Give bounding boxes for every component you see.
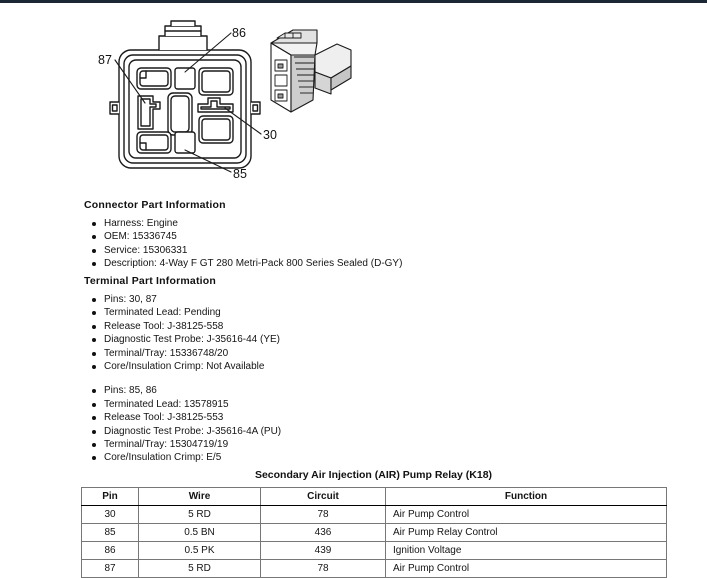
cell-function: Air Pump Control [386,560,667,578]
cell-pin: 30 [82,506,139,524]
list-item: Core/Insulation Crimp: E/5 [84,451,604,464]
connector-top-tab [159,21,207,50]
connector-part-information-heading: Connector Part Information [84,199,226,211]
column-header-function: Function [386,488,667,506]
cell-wire: 5 RD [139,560,261,578]
document-page [0,3,707,575]
table-header-row [82,488,667,506]
connector-part-information-list [84,217,604,271]
cavity-bottom-left [137,132,171,153]
cell-pin: 87 [82,560,139,578]
cavity-center-slot [168,93,192,135]
cell-wire: 0.5 PK [139,542,261,560]
list-item: Release Tool: J-38125-558 [84,320,604,333]
connector-diagram [85,8,375,188]
cavity-86 [175,68,195,89]
callout-85-label: 85 [233,167,247,181]
callout-86-label: 86 [232,26,246,40]
terminal-group-1-list [84,293,604,373]
cell-circuit: 78 [261,506,386,524]
cell-circuit: 439 [261,542,386,560]
connector-part-information-section [84,199,604,271]
cell-function: Air Pump Relay Control [386,524,667,542]
cell-wire: 0.5 BN [139,524,261,542]
cavity-top-left [137,68,171,89]
cell-function: Air Pump Control [386,506,667,524]
terminal-part-information-section [84,275,604,465]
column-header-pin: Pin [82,488,139,506]
list-item: Core/Insulation Crimp: Not Available [84,360,604,373]
cavity-top-right [199,68,233,95]
list-item: OEM: 15336745 [84,230,604,243]
callout-30-label: 30 [263,128,277,142]
cavity-bottom-right [199,116,233,143]
connector-isometric-view [271,30,351,112]
terminal-part-information-heading: Terminal Part Information [84,275,216,287]
cell-wire: 5 RD [139,506,261,524]
column-header-wire: Wire [139,488,261,506]
list-item: Terminated Lead: Pending [84,306,604,319]
pinout-table [81,487,667,578]
terminal-group-2-list [84,384,604,464]
cell-circuit: 78 [261,560,386,578]
cell-pin: 86 [82,542,139,560]
list-item: Service: 15306331 [84,244,604,257]
list-item: Pins: 85, 86 [84,384,604,397]
list-item: Description: 4-Way F GT 280 Metri-Pack 800 Series Sealed (D-GY) [84,257,604,270]
list-item: Terminated Lead: 13578915 [84,398,604,411]
pinout-table-title: Secondary Air Injection (AIR) Pump Relay (K18) [254,469,493,481]
column-header-circuit: Circuit [261,488,386,506]
table-row [82,524,667,542]
callout-87-label: 87 [98,53,112,67]
table-row [82,506,667,524]
cell-pin: 85 [82,524,139,542]
cell-function: Ignition Voltage [386,542,667,560]
list-item: Diagnostic Test Probe: J-35616-4A (PU) [84,425,604,438]
list-item: Terminal/Tray: 15336748/20 [84,347,604,360]
list-item: Diagnostic Test Probe: J-35616-44 (YE) [84,333,604,346]
list-item: Harness: Engine [84,217,604,230]
list-item: Terminal/Tray: 15304719/19 [84,438,604,451]
list-item: Pins: 30, 87 [84,293,604,306]
pinout-table-section [81,469,666,578]
cell-circuit: 436 [261,524,386,542]
table-row [82,542,667,560]
list-item: Release Tool: J-38125-553 [84,411,604,424]
